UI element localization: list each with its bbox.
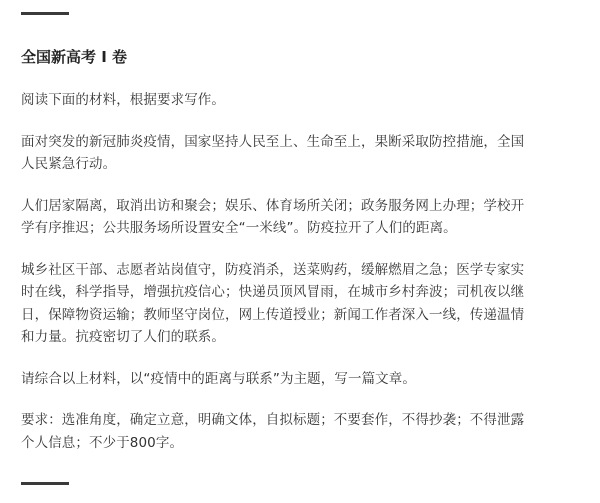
- material-paragraph-3: 城乡社区干部、志愿者站岗值守，防疫消杀，送菜购药，缓解燃眉之急；医学专家实 时在线，科学指导，增强抗疫信心；快递员顶风冒雨，在城市乡村奔波；司机夜以继 日，保障物资运输；教师坚守岗位，网上传道授业；新闻工作者深入一线，传递温情 和力量。抗疫密切了人们的联系。: [21, 261, 525, 345]
- bottom-divider: [21, 482, 69, 485]
- task-paragraph: 请综合以上材料，以“疫情中的距离与联系”为主题，写一篇文章。: [21, 370, 416, 387]
- instruction-paragraph: 阅读下面的材料，根据要求写作。: [21, 92, 225, 108]
- article-title: 全国新高考 I 卷: [21, 48, 128, 66]
- material-paragraph-1: 面对突发的新冠肺炎疫情，国家坚持人民至上、生命至上，果断采取防控措施，全国 人民紧急行动。: [21, 133, 525, 172]
- article-body: [21, 46, 581, 473]
- top-divider: [21, 12, 69, 15]
- material-paragraph-2: 人们居家隔离，取消出访和聚会；娱乐、体育场所关闭；政务服务网上办理；学校开 学有序推迟；公共服务场所设置安全“一米线”。防疫拉开了人们的距离。: [21, 197, 525, 236]
- requirements-paragraph: 要求：选准角度，确定立意，明确文体，自拟标题；不要套作，不得抄袭；不得泄露 个人信息；不少于800字。: [21, 412, 525, 451]
